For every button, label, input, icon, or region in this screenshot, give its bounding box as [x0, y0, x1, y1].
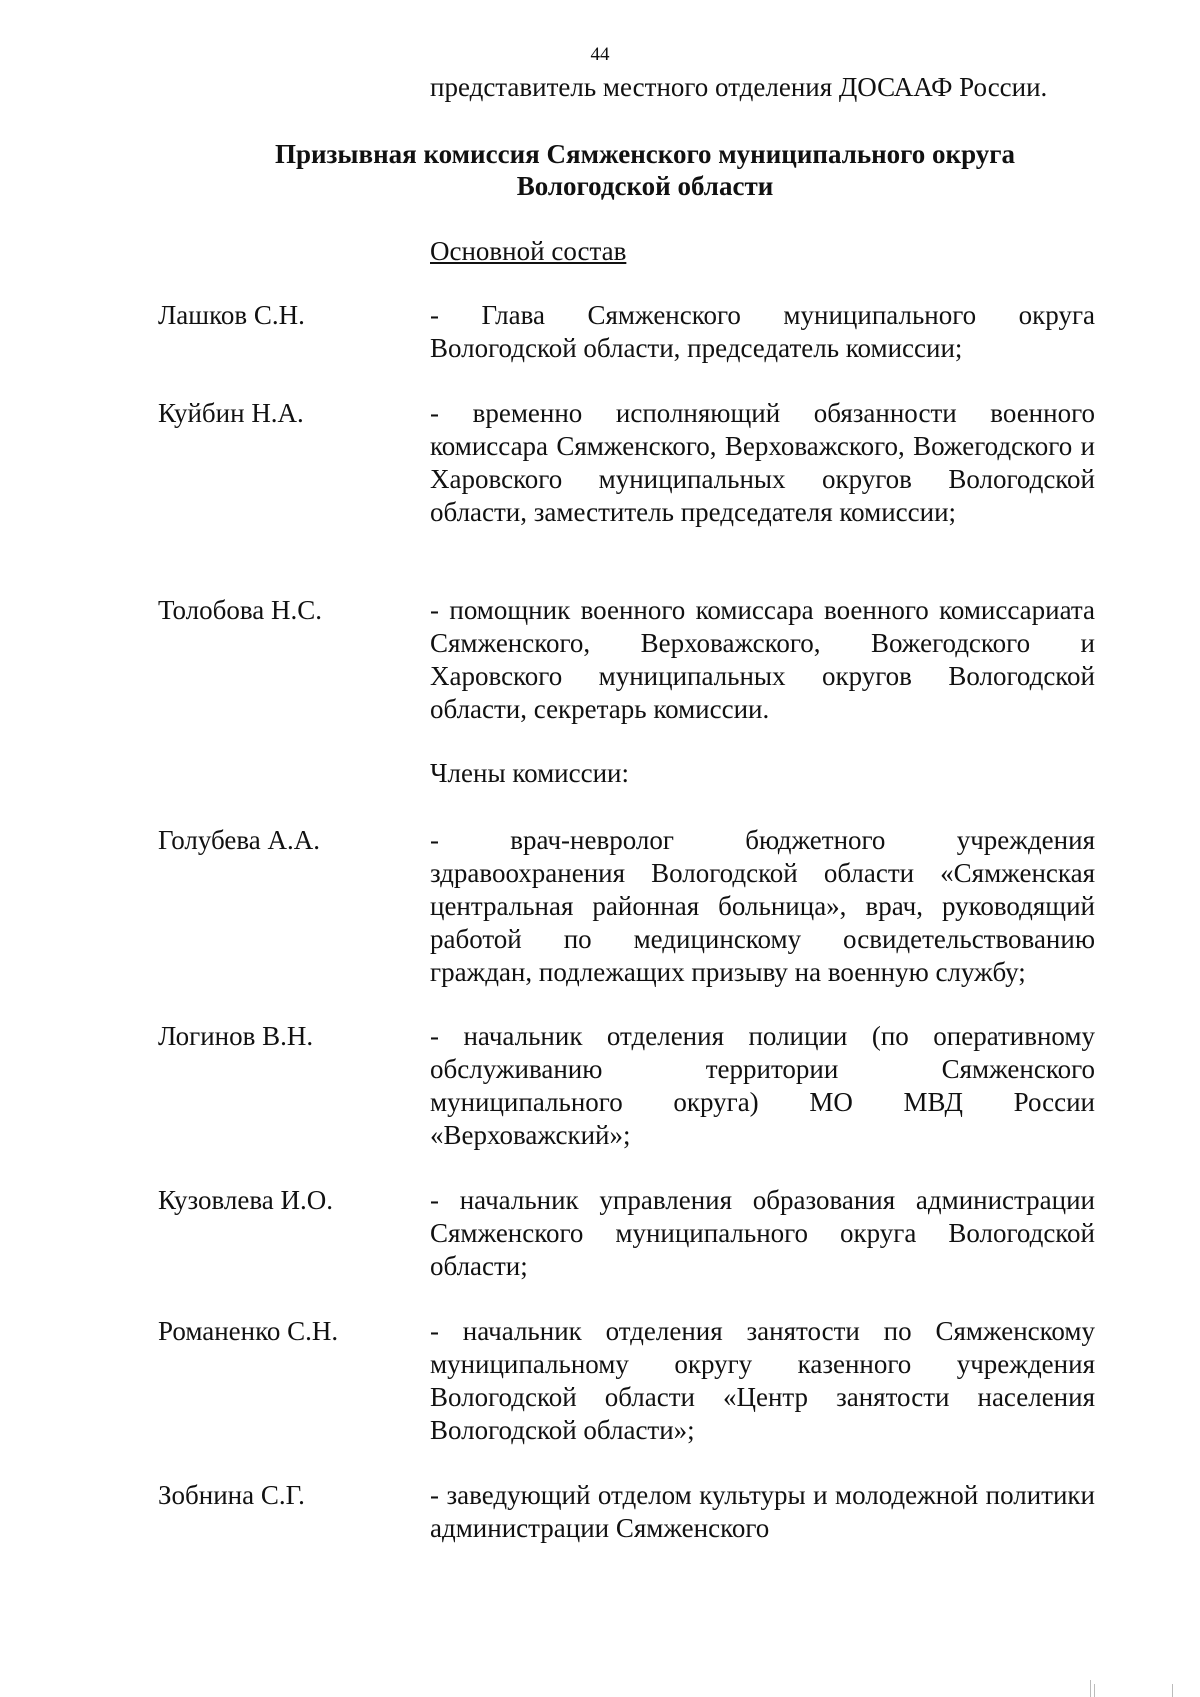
member-name: Логинов В.Н. [158, 1021, 314, 1051]
commission-title-line1: Призывная комиссия Сямженского муниципального округа [274, 139, 1015, 169]
member-role: - начальник отделения занятости по Сямженскому муниципальному округу казенного учреждения Вологодской области «Центр занятости населения Вологодской области»; [430, 1316, 1095, 1445]
member-role: - временно исполняющий обязанности военного комиссара Сямженского, Верховажского, Вожегодского и Харовского муниципальных округов Вологодской области, заместитель председателя комиссии; [430, 398, 1095, 527]
member-name: Зобнина С.Г. [158, 1480, 305, 1510]
scan-corner-mark [1172, 1684, 1173, 1697]
commission-members-label: Члены комиссии: [430, 758, 629, 788]
continuation-text: представитель местного отделения ДОСААФ России. [430, 72, 1048, 102]
member-name: Куйбин Н.А. [158, 398, 304, 428]
commission-title-line2: Вологодской области [516, 171, 774, 201]
member-role: - начальник управления образования администрации Сямженского муниципального округа Вологодской области; [430, 1185, 1095, 1281]
page-number: 44 [590, 44, 610, 65]
member-role: - начальник отделения полиции (по оперативному обслуживанию территории Сямженского муниципального округа) МО МВД России «Верховажский»; [430, 1021, 1095, 1150]
member-role: - врач-невролог бюджетного учреждения здравоохранения Вологодской области «Сямженская центральная районная больница», врач, руководящий работой по медицинскому освидетельствованию граждан, подлежащих призыву на военную службу; [430, 825, 1095, 987]
scan-corner-mark [1094, 1684, 1095, 1697]
member-name: Толобова Н.С. [158, 595, 322, 625]
main-composition-label: Основной состав [430, 236, 627, 266]
member-name: Лашков С.Н. [158, 300, 305, 330]
member-name: Голубева А.А. [158, 825, 320, 855]
member-name: Кузовлева И.О. [158, 1185, 333, 1215]
member-role: - заведующий отделом культуры и молодежной политики администрации Сямженского [430, 1480, 1095, 1543]
commission-heading [200, 138, 1090, 202]
member-name: Романенко С.Н. [158, 1316, 339, 1346]
member-role: - Глава Сямженского муниципального округа Вологодской области, председатель комиссии; [430, 300, 1095, 363]
member-role: - помощник военного комиссара военного комиссариата Сямженского, Верховажского, Вожегодского и Харовского муниципальных округов Вологодской области, секретарь комиссии. [430, 595, 1095, 724]
scan-corner-mark [1090, 1680, 1091, 1697]
